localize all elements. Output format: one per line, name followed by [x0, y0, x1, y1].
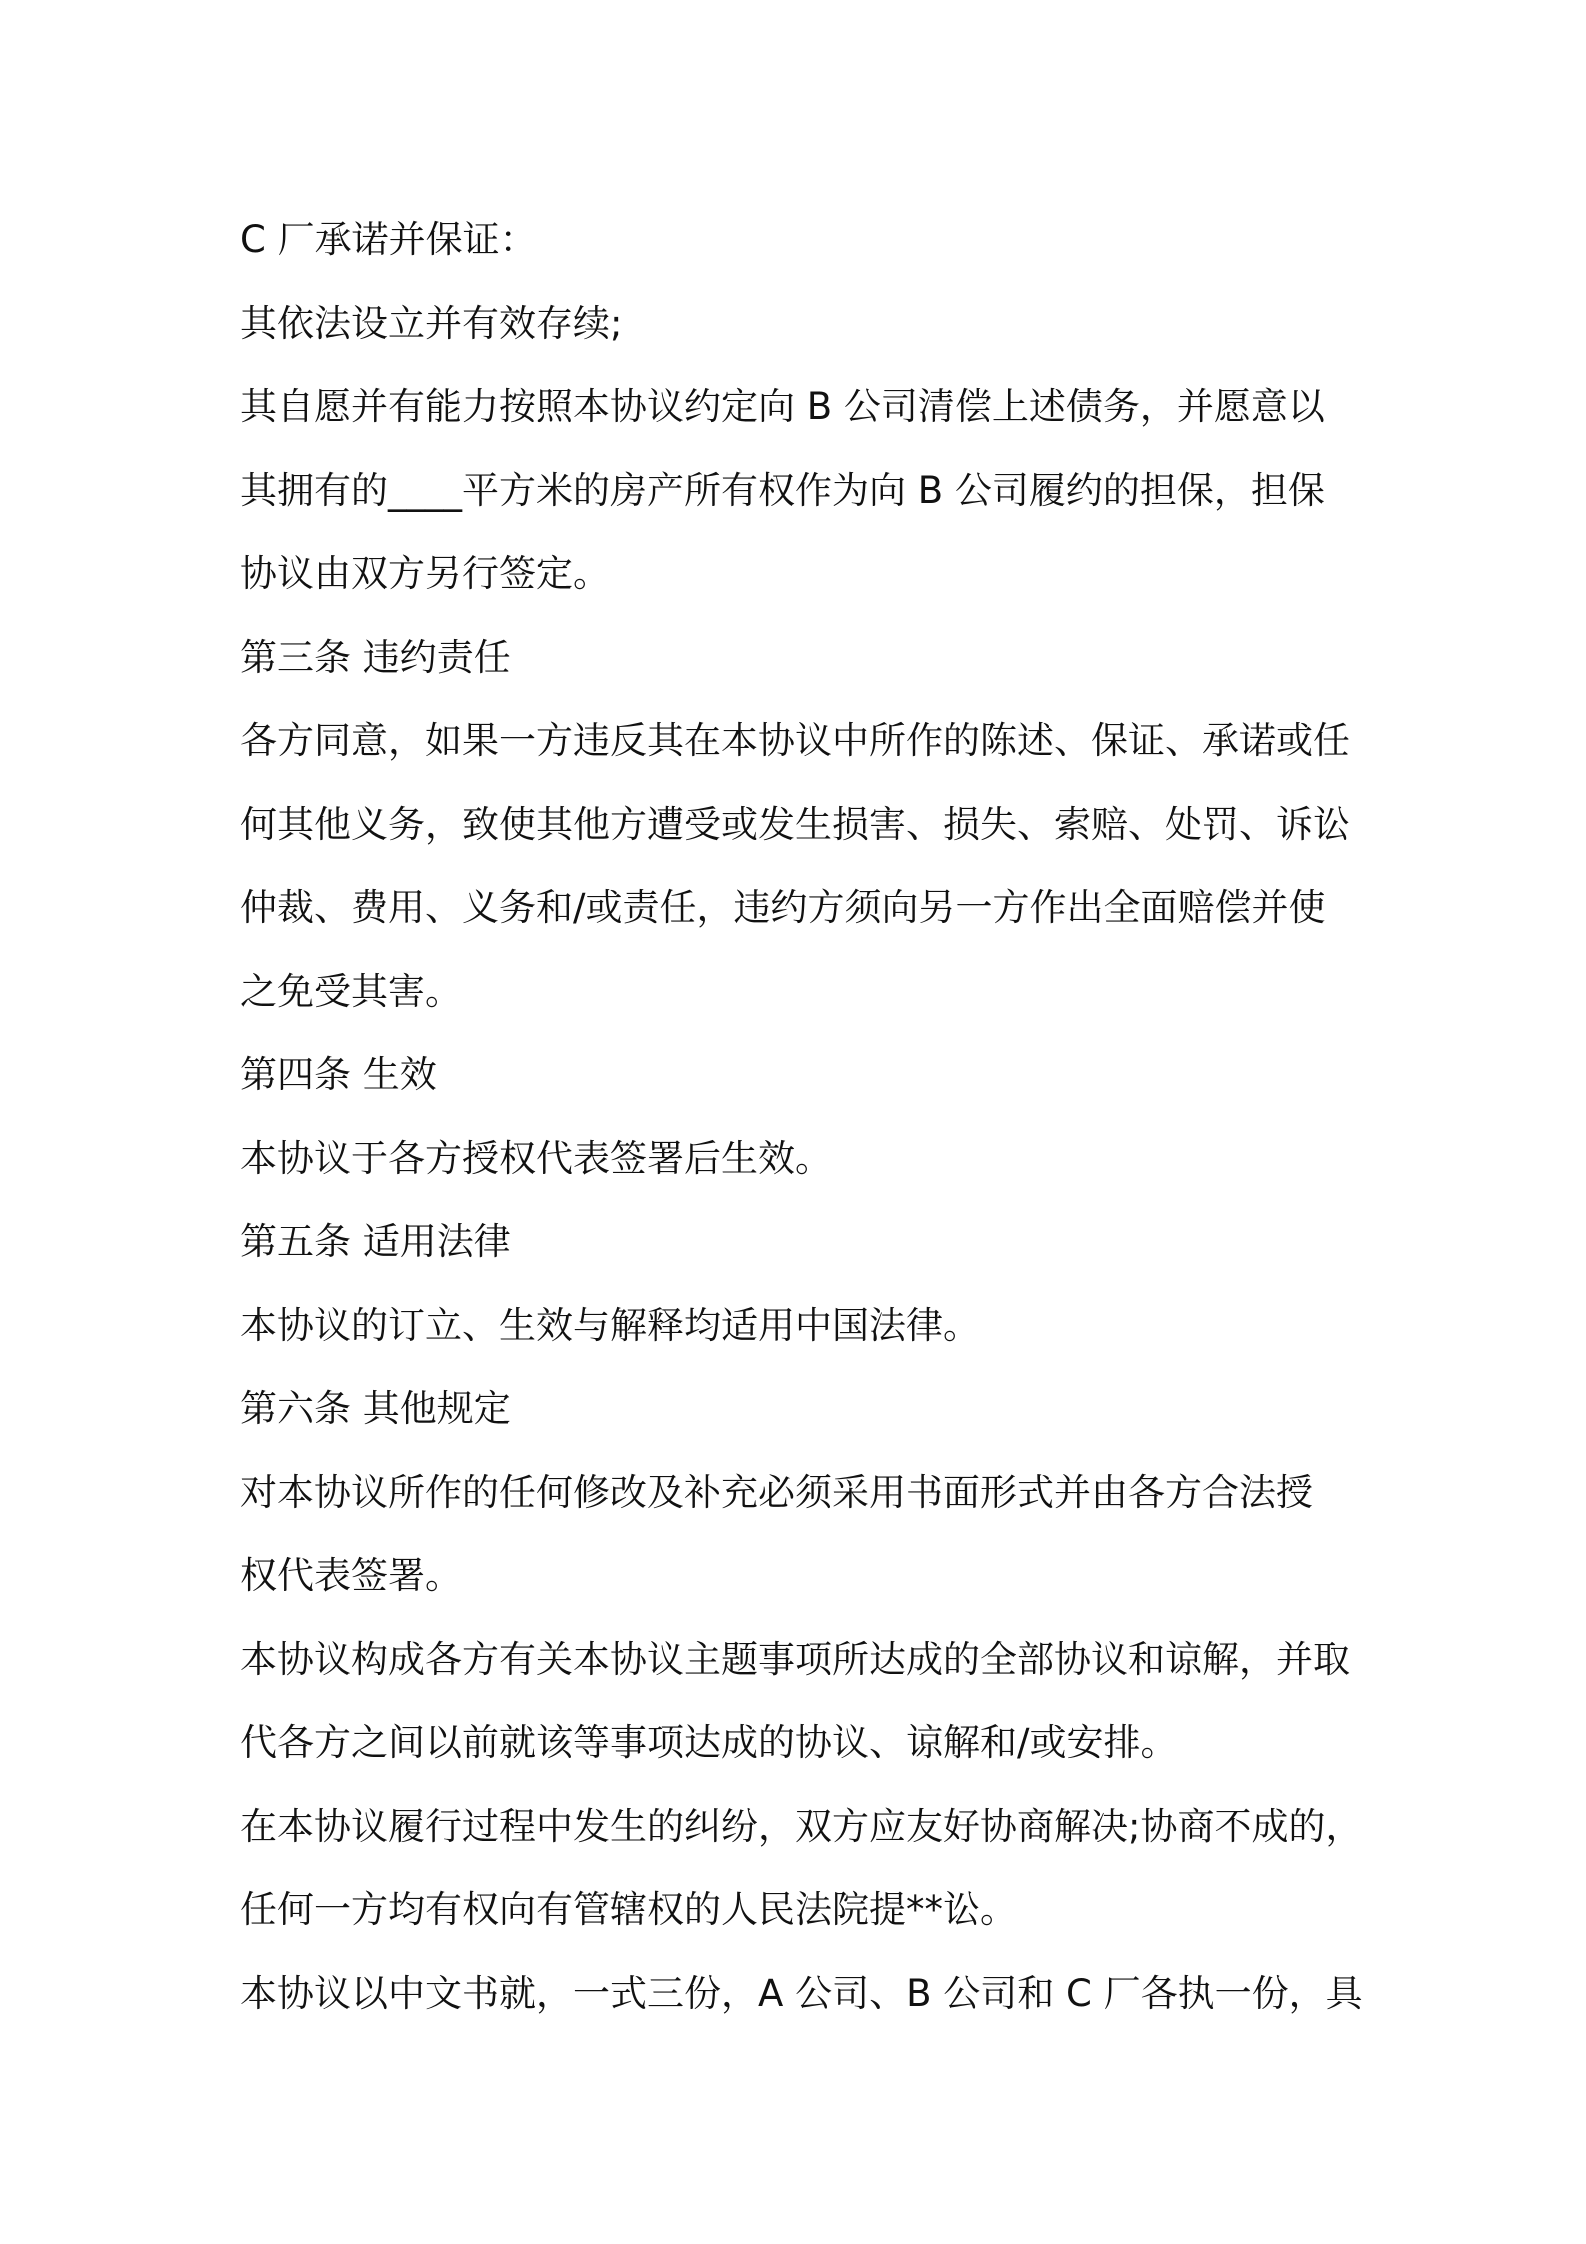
text-line: 在本协议履行过程中发生的纠纷，双方应友好协商解决;协商不成的，: [240, 1804, 1363, 1848]
text-line: 权代表签署。: [240, 1554, 462, 1597]
section-heading: 第六条 其他规定: [240, 1387, 511, 1430]
text-line: 对本协议所作的任何修改及补充必须采用书面形式并由各方合法授: [240, 1470, 1313, 1514]
text-line: C 厂承诺并保证：: [240, 218, 537, 261]
text-line: 本协议构成各方有关本协议主题事项所达成的全部协议和谅解，并取: [240, 1637, 1350, 1681]
text-line: 任何一方均有权向有管辖权的人民法院提**讼。: [240, 1888, 1017, 1931]
text-line: 其依法设立并有效存续;: [240, 301, 623, 345]
text-line: 本协议的订立、生效与解释均适用中国法律。: [240, 1303, 980, 1347]
text-line: 其拥有的____平方米的房产所有权作为向 B 公司履约的担保，担保: [240, 468, 1325, 512]
text-line: 本协议于各方授权代表签署后生效。: [240, 1136, 832, 1180]
section-heading: 第五条 适用法律: [240, 1220, 511, 1263]
text-line: 各方同意，如果一方违反其在本协议中所作的陈述、保证、承诺或任: [240, 719, 1350, 762]
text-line: 协议由双方另行签定。: [240, 552, 610, 595]
text-line: 仲裁、费用、义务和/或责任，违约方须向另一方作出全面赔偿并使: [240, 886, 1326, 929]
text-line: 其自愿并有能力按照本协议约定向 B 公司清偿上述债务，并愿意以: [240, 385, 1325, 428]
text-line: 本协议以中文书就，一式三份，A 公司、B 公司和 C 厂各执一份，具: [240, 1971, 1363, 2015]
section-heading: 第四条 生效: [240, 1053, 437, 1096]
text-line: 之免受其害。: [240, 969, 462, 1013]
document-body: [240, 198, 1370, 2035]
section-heading: 第三条 违约责任: [240, 635, 511, 679]
text-line: 何其他义务，致使其他方遭受或发生损害、损失、索赔、处罚、诉讼: [240, 802, 1350, 846]
text-line: 代各方之间以前就该等事项达成的协议、谅解和/或安排。: [240, 1721, 1178, 1764]
